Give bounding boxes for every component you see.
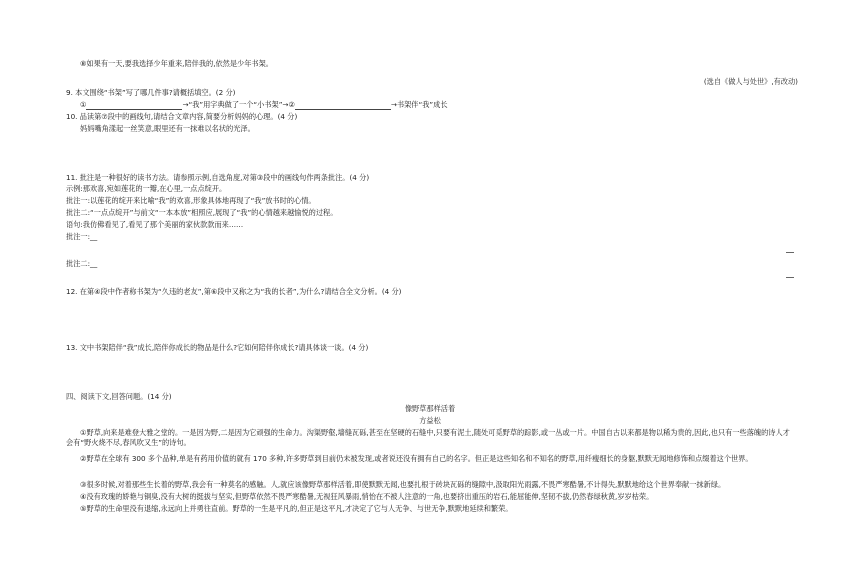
- question-11-comment-1: 批注一:以莲花的绽开来比喻“我”的欢喜,形象具体地再现了“我”放书时的心情。: [66, 196, 316, 205]
- question-10-quote: 妈妈嘴角漾起一丝笑意,眼里还有一抹难以名状的光泽。: [80, 124, 255, 133]
- article-paragraph-1: ①野草,向来是难登大雅之堂的。一是因为野,二是因为它顽强的生命力。沟渠野壑,墙缝瓦砾,甚至在坚硬的石缝中,只要有泥土,随处可觅野草的踪影,或一丛或一片。中国自古以来都是物以稀为贵的,因此,也只有一些落魄的诗人才会有“野火烧不尽,春风吹又生”的诗句。: [66, 428, 790, 447]
- question-9-fill-line: [80, 100, 448, 110]
- section-4-heading: 四、阅读下文,回答问题。(14 分): [66, 392, 172, 401]
- article-paragraph-2: ②野草在全球有 300 多个品种,单是有药用价值的就有 170 多种,许多野草到目前仍未被发现,或者说还没有拥有自己的名字。但正是这些知名和不知名的野草,用纤瘦细长的身躯,默默无闻地修饰和点缀着这个世界。: [80, 454, 753, 463]
- answer-1-line-end: [786, 252, 794, 253]
- q9-fill-label-c: →书架伴“我”成长: [390, 100, 448, 109]
- article-paragraph-3: ③很多时候,对着那些生长着的野草,我会有一种莫名的感触。人,就应该像野草那样活着,即使默默无闻,也要扎根于砖块瓦砾的缝隙中,汲取阳光雨露,不畏严寒酷暑,不计得失,默默地给这个世界奉献一抹新绿。: [80, 480, 726, 489]
- paragraph-8: ⑧如果有一天,要我选择少年重来,陪伴我的,依然是少年书架。: [80, 59, 273, 68]
- article-title: 像野草那样活着: [404, 404, 456, 413]
- q9-blank-1[interactable]: [86, 101, 182, 110]
- answer-2-line-end: [786, 277, 794, 278]
- article-author: 方益松: [419, 416, 441, 425]
- question-11-example: 示例:那欢喜,宛如莲花的一瓣,在心里,一点点绽开。: [66, 184, 227, 193]
- q9-blank-2[interactable]: [295, 101, 391, 110]
- question-11-comment-2: 批注二:“一点点绽开”与前文“一本本放”相照应,展现了“我”的心情越来越愉悦的过程。: [66, 208, 338, 217]
- question-9: 9. 本文围绕“书架”写了哪几件事?请概括填空。(2 分): [66, 88, 236, 97]
- article-paragraph-5: ⑤野草的生命里没有退缩,永远向上并勇往直前。野草的一生是平凡的,但正是这平凡,才决定了它与人无争、与世无争,默默地延续和繁荣。: [80, 504, 513, 513]
- q9-fill-label-b: →“我”用字典做了一个“小书架”→②: [182, 100, 295, 109]
- question-11-sentence: 语句:我仿佛看见了,看见了那个美丽的家伙款款而来……: [66, 220, 244, 229]
- question-13: 13. 文中书架陪伴“我”成长,陪伴你成长的物品是什么?它如何陪伴你成长?请具体谈一谈。(4 分): [66, 343, 369, 352]
- q9-fill-label-a: ①: [80, 100, 87, 109]
- question-11: 11. 批注是一种很好的读书方法。请参照示例,自选角度,对第③段中的画线句作两条批注。(4 分): [66, 173, 370, 182]
- question-11-answer-2[interactable]: 批注二:__: [66, 259, 98, 268]
- article-paragraph-4: ④没有玫瑰的娇艳与铜臭,没有大树的挺拔与坚实,但野草依然不畏严寒酷暑,无视狂风暴雨,悄怡在不被人注意的一角,也要挤出重压的岩石,能屈能伸,坚韧不拔,仍然春绿秋黄,岁岁枯荣。: [80, 492, 654, 501]
- source-note: (选自《做人与处世》,有改动): [703, 77, 798, 86]
- question-11-answer-1[interactable]: 批注一:__: [66, 232, 98, 241]
- question-12: 12. 在第④段中作者称书架为“久违的老友”,第⑥段中又称之为“我的长者”,为什么?请结合全文分析。(4 分): [66, 287, 402, 296]
- question-10: 10. 品读第⑦段中的画线句,请结合文章内容,简要分析妈妈的心理。(4 分): [66, 112, 298, 121]
